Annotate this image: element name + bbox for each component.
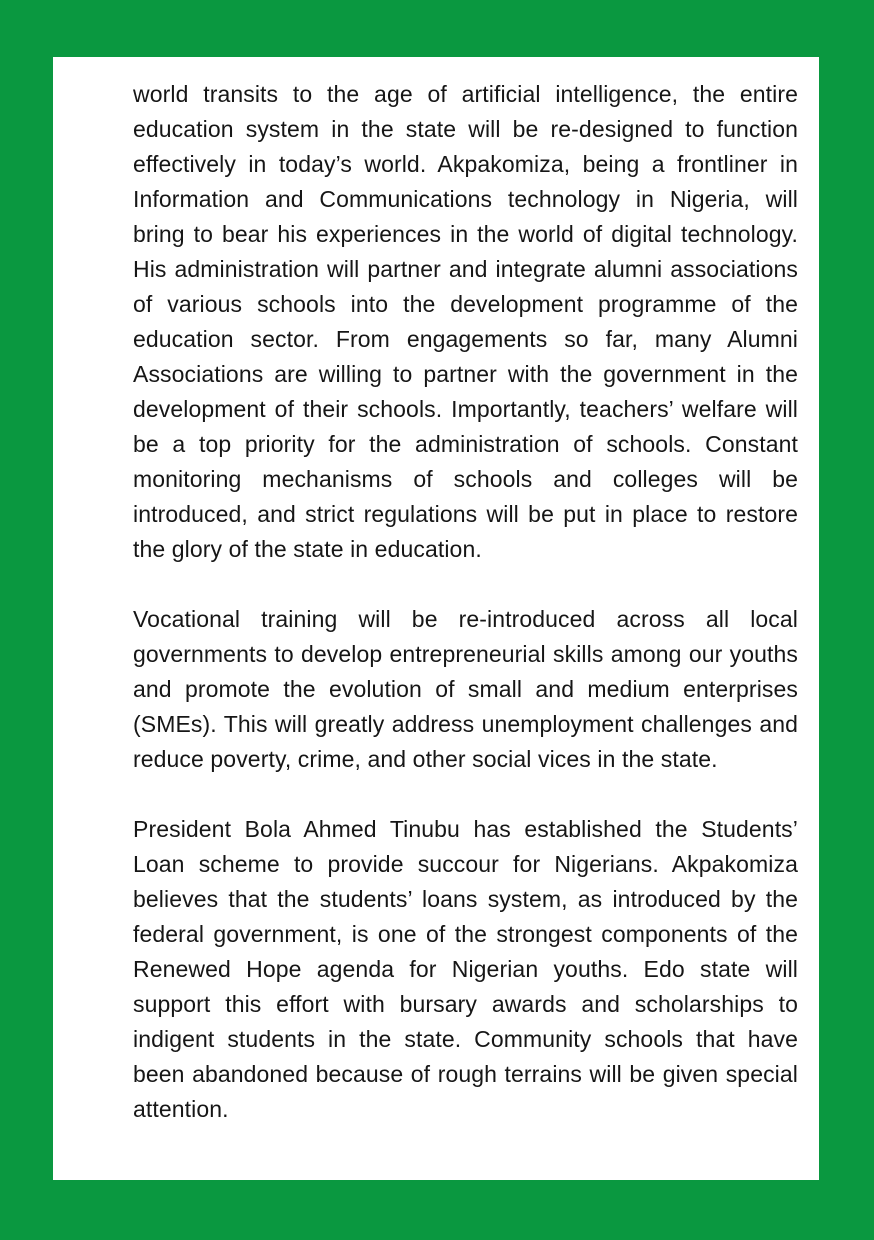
paragraph-students-loan: President Bola Ahmed Tinubu has established the Students’ Loan scheme to provide succour for Nigerians. Akpakomiza believes that the students’ loans system, as introduced by the federal government, is one of the strongest components of the Renewed Hope agenda for Nigerian youths. Edo state will support this effort with bursary awards and scholarships to indigent students in the state. Community schools that have been abandoned because of rough terrains will be given special attention. xyxy=(133,816,798,1122)
paragraph-education-reform: world transits to the age of artificial intelligence, the entire education system in the state will be re-designed to function effectively in today’s world. Akpakomiza, being a frontliner in Information and Communications technology in Nigeria, will bring to bear his experiences in the world of digital technology. His administration will partner and integrate alumni associations of various schools into the development programme of the education sector. From engagements so far, many Alumni Associations are willing to partner with the government in the development of their schools. Importantly, teachers’ welfare will be a top priority for the administration of schools. Constant monitoring mechanisms of schools and colleges will be introduced, and strict regulations will be put in place to restore the glory of the state in education. xyxy=(133,81,798,562)
document-page xyxy=(53,57,819,1180)
paragraph-vocational-training: Vocational training will be re-introduced across all local governments to develop entrepreneurial skills among our youths and promote the evolution of small and medium enterprises (SMEs). This will greatly address unemployment challenges and reduce poverty, crime, and other social vices in the state. xyxy=(133,606,798,772)
